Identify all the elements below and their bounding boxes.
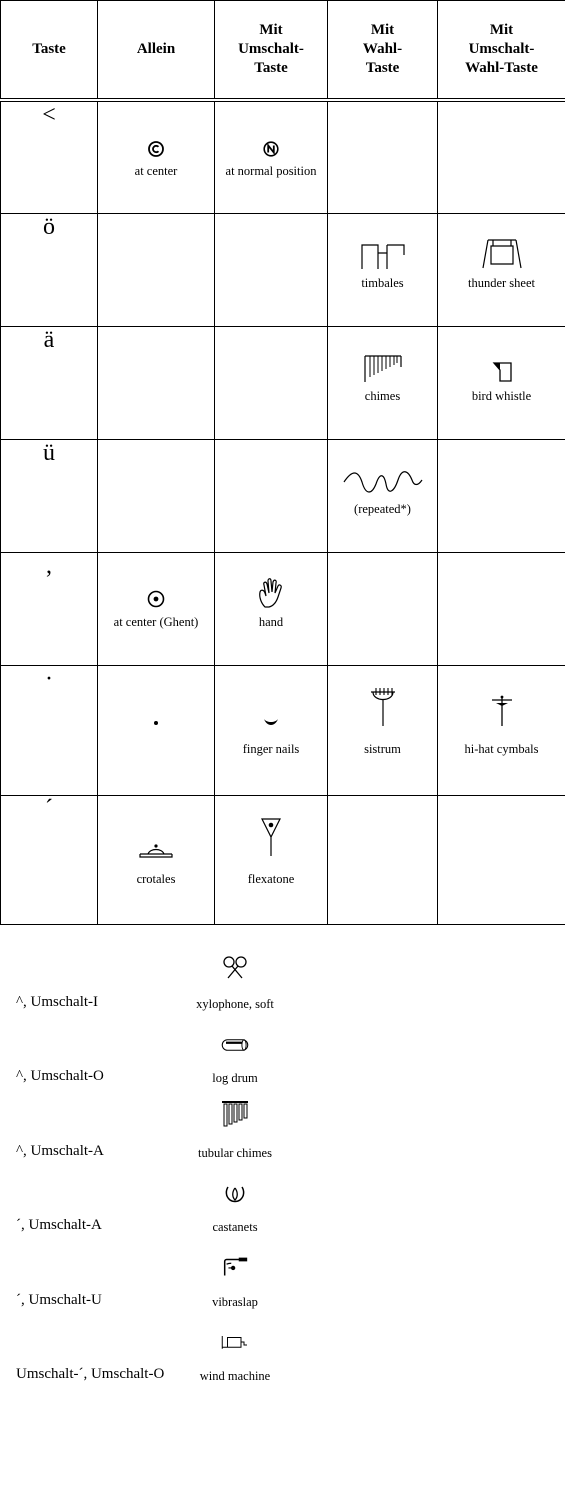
empty-symbol (438, 456, 565, 496)
bird-whistle-icon (438, 343, 565, 383)
table-cell (215, 439, 328, 552)
vibraslap-icon (220, 1252, 250, 1278)
log-drum-icon (220, 1029, 250, 1055)
flexatone-icon (215, 818, 327, 858)
symbol-caption: thunder sheet (468, 275, 535, 290)
sistrum-icon (328, 688, 437, 728)
empty-symbol (215, 230, 327, 270)
legend-keys: ´, Umschalt-U (16, 1291, 102, 1308)
table-cell (215, 213, 328, 326)
symbol-caption: timbales (361, 275, 404, 290)
crotales-icon (98, 818, 214, 858)
empty-symbol (215, 456, 327, 496)
symbol-caption: finger nails (242, 741, 300, 756)
symbol-caption: at normal position (225, 164, 317, 178)
header-umschalt (215, 1, 328, 101)
empty-symbol (438, 818, 565, 858)
empty-symbol (438, 118, 565, 158)
table-cell (438, 665, 565, 795)
key-cell (1, 552, 98, 665)
castanets-icon (220, 1178, 250, 1204)
key-label: · (45, 665, 53, 692)
legend-item (0, 1317, 565, 1392)
timbales-icon (328, 230, 437, 270)
empty-symbol (98, 343, 214, 383)
table-cell (438, 100, 565, 213)
wavy-line-icon (328, 456, 437, 496)
legend-item (0, 1168, 565, 1243)
table-cell (98, 665, 215, 795)
header-row (1, 1, 565, 101)
key-cell (1, 100, 98, 213)
hand-icon (215, 569, 327, 609)
table-row (1, 213, 565, 326)
dot-icon (98, 688, 214, 728)
table-row (1, 552, 565, 665)
table-cell (328, 439, 438, 552)
legend-keys: ^, Umschalt-A (16, 1142, 104, 1159)
legend-caption: wind machine (199, 1369, 271, 1383)
legend-caption: log drum (212, 1071, 258, 1085)
symbol-caption: (repeated*) (354, 501, 411, 516)
legend-keys: ^, Umschalt-I (16, 993, 99, 1010)
copyright-circle-icon (98, 118, 214, 158)
table-row (1, 439, 565, 552)
symbol-caption: chimes (364, 388, 401, 403)
table-cell (438, 213, 565, 326)
header-allein-label: Allein (136, 41, 176, 57)
empty-symbol (328, 569, 437, 609)
header-wahl-label: Mit Wahl-Taste (362, 22, 403, 76)
legend-caption: castanets (212, 1220, 258, 1234)
table-cell (215, 326, 328, 439)
empty-symbol (328, 118, 437, 158)
legend-item (0, 1242, 565, 1317)
table-row (1, 100, 565, 213)
legend-keys: ^, Umschalt-O (16, 1068, 104, 1084)
key-label: , (46, 552, 52, 579)
legend-caption: tubular chimes (198, 1145, 272, 1160)
key-label: ü (43, 439, 55, 466)
empty-symbol (98, 456, 214, 496)
header-taste-label: Taste (32, 41, 66, 57)
legend-caption: xylophone, soft (196, 996, 274, 1011)
header-taste (1, 1, 98, 101)
wind-machine-icon (220, 1327, 250, 1353)
circled-dot-icon (98, 569, 214, 609)
table-row (1, 326, 565, 439)
legend-keys: Umschalt-´, Umschalt-O (16, 1366, 165, 1382)
key-cell (1, 795, 98, 924)
circled-n-icon (215, 118, 327, 158)
legend-item (0, 944, 565, 1019)
table-cell (215, 552, 328, 665)
table-cell (215, 795, 328, 924)
symbol-caption: crotales (136, 871, 176, 886)
legend-item (0, 1093, 565, 1168)
key-label: < (42, 102, 56, 128)
xylophone-soft-icon (220, 954, 250, 980)
table-cell (328, 100, 438, 213)
symbol-caption: sistrum (364, 741, 401, 756)
legend-item (0, 1019, 565, 1094)
empty-symbol (438, 569, 565, 609)
header-wahl (328, 1, 438, 101)
table-cell (215, 665, 328, 795)
finger-nails-icon (215, 688, 327, 728)
table-row (1, 795, 565, 924)
symbol-caption: flexatone (247, 871, 295, 886)
table-cell (328, 665, 438, 795)
legend-caption: vibraslap (212, 1294, 258, 1309)
empty-symbol (98, 230, 214, 270)
table-cell (98, 439, 215, 552)
header-umschalt-wahl-label: Mit Umschalt-Wahl-Taste (465, 22, 538, 76)
hi-hat-icon (438, 688, 565, 728)
empty-symbol (328, 818, 437, 858)
table-cell (98, 213, 215, 326)
header-allein (98, 1, 215, 101)
thunder-sheet-icon (438, 230, 565, 270)
table-cell (438, 552, 565, 665)
table-cell (438, 326, 565, 439)
symbol-caption: hand (258, 614, 284, 629)
table-cell (98, 795, 215, 924)
legend-keys: ´, Umschalt-A (16, 1217, 102, 1233)
key-cell (1, 665, 98, 795)
table-cell (328, 213, 438, 326)
table-cell (98, 100, 215, 213)
table-cell (328, 552, 438, 665)
symbol-caption: bird whistle (471, 388, 532, 403)
header-umschalt-wahl (438, 1, 565, 101)
symbol-caption: at center (Ghent) (113, 614, 199, 629)
table-cell (438, 439, 565, 552)
legend-list (0, 944, 565, 1391)
table-cell (328, 326, 438, 439)
empty-symbol (215, 343, 327, 383)
tubular-chimes-icon (220, 1103, 250, 1129)
key-label: ´ (45, 795, 53, 822)
table-cell (98, 326, 215, 439)
table-row (1, 665, 565, 795)
key-cell (1, 326, 98, 439)
table-cell (215, 100, 328, 213)
key-cell (1, 439, 98, 552)
table-cell (438, 795, 565, 924)
chimes-icon (328, 343, 437, 383)
symbol-caption: at center (134, 164, 178, 178)
table-cell (328, 795, 438, 924)
header-umschalt-label: Mit Umschalt-Taste (238, 22, 304, 76)
key-cell (1, 213, 98, 326)
key-label: ä (43, 326, 55, 353)
key-label: ö (43, 213, 55, 240)
table-cell (98, 552, 215, 665)
symbol-caption: hi-hat cymbals (464, 741, 539, 756)
